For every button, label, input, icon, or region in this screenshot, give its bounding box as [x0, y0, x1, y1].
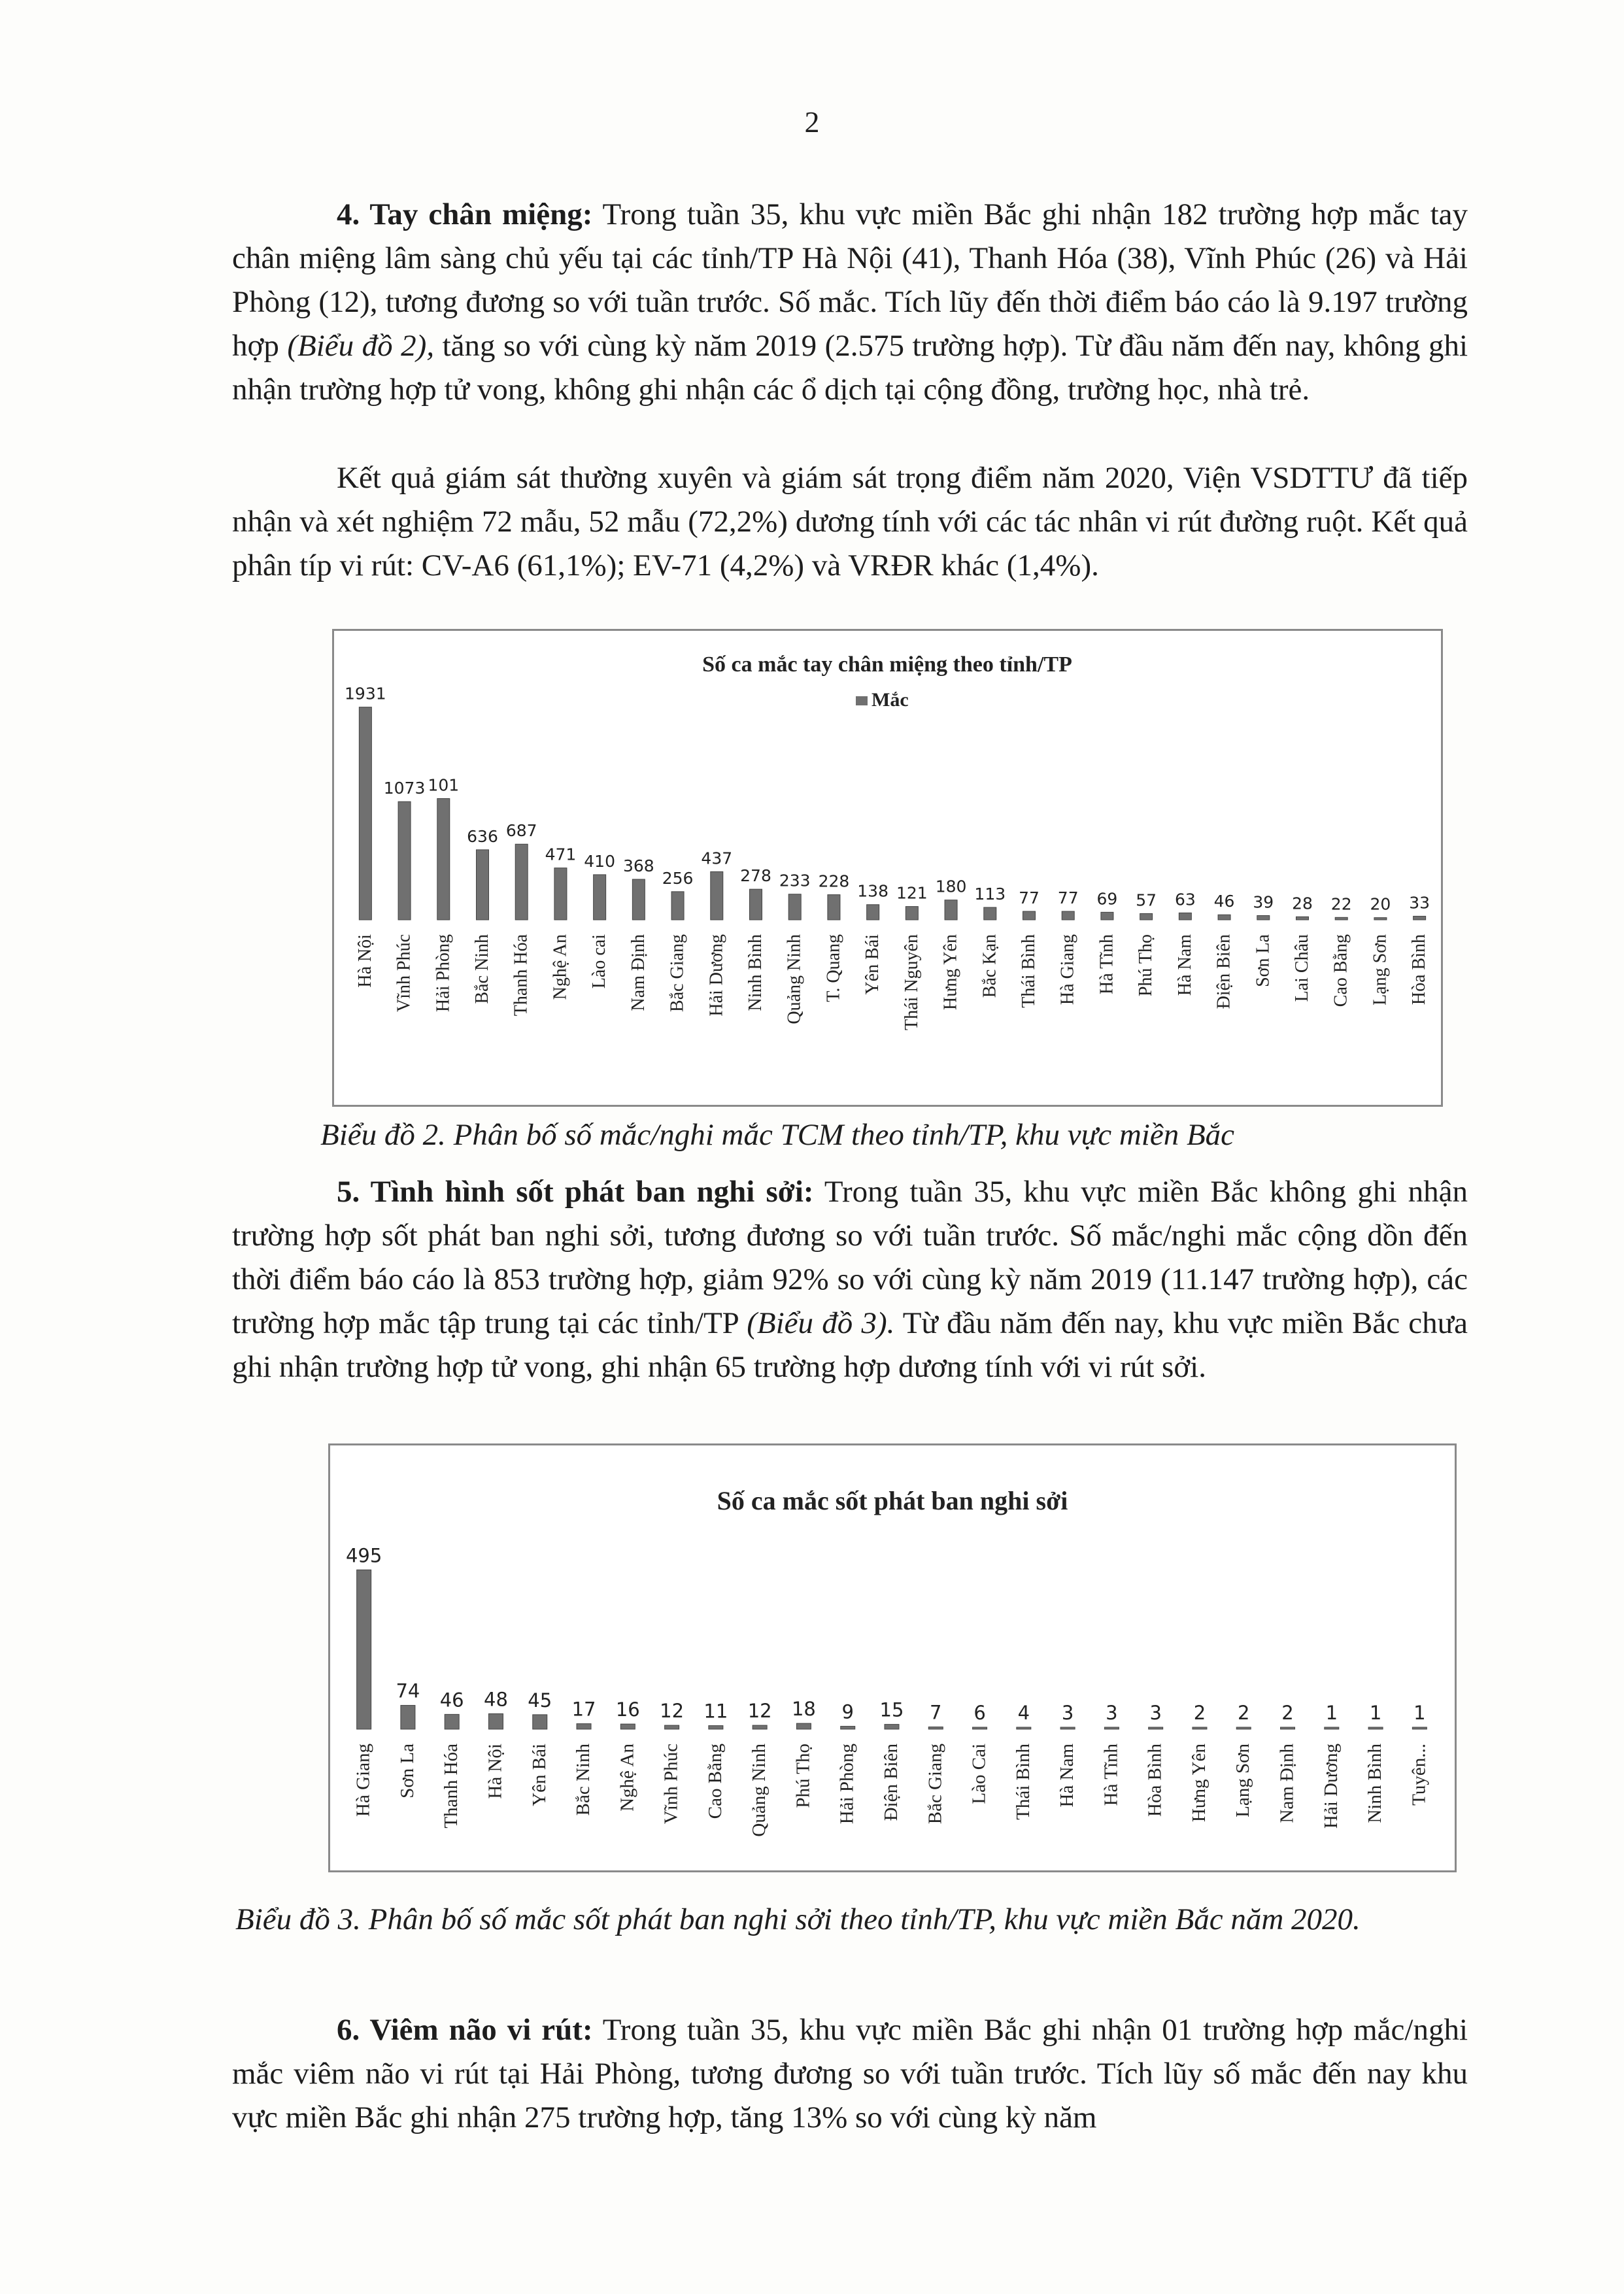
data-label-1: 1931 — [345, 684, 386, 703]
category-label-16: Thái Bình — [1012, 1744, 1034, 1820]
bar-14 — [867, 905, 879, 920]
category-label-14: Yên Bái — [862, 934, 883, 995]
category-label-3: Hải Phòng — [433, 934, 454, 1012]
bar-25 — [1296, 917, 1309, 920]
bar-11 — [796, 1723, 811, 1729]
category-label-20: Hưng Yên — [1188, 1744, 1210, 1823]
category-label-5: Thanh Hóa — [511, 934, 532, 1017]
category-label-2: Vĩnh Phúc — [394, 934, 414, 1012]
category-label-20: Hà Tĩnh — [1096, 934, 1117, 995]
category-label-4: Bắc Ninh — [472, 934, 492, 1004]
data-label-17: 3 — [1061, 1702, 1074, 1724]
data-label-14: 7 — [930, 1701, 942, 1724]
category-label-25: Tuyên... — [1408, 1744, 1430, 1806]
category-label-19: Hòa Bình — [1144, 1744, 1166, 1817]
bar-15 — [973, 1727, 987, 1729]
data-label-10: 437 — [701, 849, 733, 868]
category-label-1: Hà Nội — [354, 934, 375, 988]
data-label-23: 1 — [1325, 1702, 1338, 1724]
bar-25 — [1412, 1727, 1427, 1729]
legend-label: Mắc — [871, 689, 909, 711]
category-label-27: Lạng Sơn — [1370, 934, 1391, 1005]
data-label-6: 471 — [545, 845, 577, 864]
data-label-2: 74 — [396, 1679, 420, 1702]
section-4-paragraph — [232, 193, 1468, 412]
data-label-7: 410 — [584, 851, 616, 871]
data-label-18: 3 — [1106, 1702, 1118, 1724]
bar-6 — [554, 868, 567, 920]
bar-2 — [401, 1706, 415, 1729]
data-label-24: 1 — [1369, 1702, 1382, 1724]
bar-10 — [711, 871, 723, 920]
data-label-16: 180 — [935, 877, 967, 896]
bar-22 — [1281, 1727, 1295, 1729]
bar-7 — [620, 1724, 635, 1729]
bar-13 — [828, 895, 840, 920]
data-label-11: 278 — [740, 866, 771, 886]
data-label-22: 63 — [1174, 890, 1196, 909]
category-label-8: Nam Định — [628, 934, 649, 1011]
data-label-2: 1073 — [383, 779, 426, 798]
category-label-25: Lai Châu — [1292, 934, 1312, 1002]
category-label-28: Hòa Bình — [1409, 934, 1430, 1005]
section-6-paragraph — [232, 2008, 1468, 2140]
bar-19 — [1062, 911, 1074, 920]
bar-7 — [594, 875, 606, 920]
category-label-12: Hải Phòng — [836, 1744, 858, 1825]
data-label-14: 138 — [857, 881, 889, 901]
category-label-10: Hải Dương — [706, 934, 727, 1017]
section-4-chart-ref: (Biểu đồ 2), — [287, 329, 435, 363]
category-label-26: Cao Bằng — [1330, 934, 1351, 1007]
chart-hand-foot-mouth-svg — [334, 631, 1441, 1105]
bar-20 — [1193, 1727, 1207, 1729]
bar-11 — [750, 889, 762, 920]
data-label-12: 233 — [779, 871, 811, 890]
bar-1 — [359, 707, 371, 920]
data-label-13: 228 — [818, 871, 850, 891]
chart-2-caption: Biểu đồ 2. Phân bố số mắc/nghi mắc TCM theo tỉnh/TP, khu vực miền Bắc — [320, 1118, 1235, 1152]
data-label-26: 22 — [1330, 894, 1352, 914]
category-label-21: Lạng Sơn — [1232, 1744, 1254, 1817]
data-label-18: 77 — [1019, 888, 1040, 908]
bar-9 — [671, 892, 684, 920]
data-label-10: 12 — [747, 1700, 772, 1723]
bar-15 — [905, 907, 918, 920]
bar-2 — [398, 801, 411, 920]
data-label-9: 256 — [662, 868, 694, 888]
section-4-text: Trong tuần 35, khu vực miền Bắc ghi nhận 182 trường hợp mắc tay chân miệng lâm sàng chủ yếu tại các tỉnh/TP Hà Nội (41), Thanh Hóa (38), Vĩnh Phúc (26) và Hải Phòng (12), tương đương so với tuần trước. Số mắc. Tích lũy đến thời điểm báo cáo là 9.197 trường hợp — [232, 197, 1468, 363]
bar-18 — [1023, 911, 1036, 920]
data-label-19: 3 — [1149, 1702, 1162, 1724]
category-label-13: T. Quang — [823, 934, 844, 1002]
data-label-1: 495 — [345, 1544, 382, 1567]
category-label-11: Phú Thọ — [792, 1744, 814, 1808]
data-label-24: 39 — [1253, 892, 1274, 912]
category-label-9: Cao Bằng — [704, 1744, 726, 1819]
category-label-5: Yên Bái — [528, 1744, 550, 1806]
category-label-17: Hà Nam — [1057, 1744, 1078, 1808]
section-4-text-after: tăng so với cùng kỳ năm 2019 (2.575 trường hợp). Từ đầu năm đến nay, không ghi nhận trường hợp tử vong, không ghi nhận các ổ dịch tại cộng đồng, trường học, nhà trẻ. — [232, 329, 1468, 407]
bar-5 — [533, 1715, 547, 1729]
bar-1 — [357, 1570, 371, 1729]
bar-21 — [1140, 913, 1153, 920]
bar-23 — [1218, 915, 1230, 920]
category-label-8: Vĩnh Phúc — [660, 1744, 682, 1825]
data-label-6: 17 — [571, 1698, 596, 1721]
category-label-23: Hải Dương — [1320, 1744, 1342, 1829]
category-label-17: Bắc Kạn — [979, 934, 1000, 998]
category-label-21: Phú Thọ — [1136, 934, 1157, 997]
section-6-heading: 6. Viêm não vi rút: — [337, 2013, 593, 2047]
section-5-chart-ref: (Biểu đồ 3). — [747, 1306, 895, 1340]
section-4-heading: 4. Tay chân miệng: — [337, 197, 593, 231]
bar-5 — [515, 844, 528, 920]
data-label-16: 4 — [1017, 1702, 1030, 1724]
category-label-10: Quảng Ninh — [749, 1744, 770, 1837]
data-label-25: 28 — [1292, 894, 1313, 913]
section-5-text: Trong tuần 35, khu vực miền Bắc không ghi nhận trường hợp sốt phát ban nghi sởi, tương đương so với tuần trước. Số mắc/nghi mắc cộng dồn đến thời điểm báo cáo là 853 trường hợp, giảm 92% so với cùng kỳ năm 2019 (11.147 trường hợp), các trường hợp mắc tập trung tại các tỉnh/TP — [232, 1175, 1468, 1340]
bar-18 — [1104, 1727, 1119, 1729]
legend-swatch — [856, 696, 868, 705]
data-label-17: 113 — [974, 884, 1006, 903]
chart-measles-svg — [330, 1445, 1455, 1870]
category-label-24: Sơn La — [1253, 934, 1274, 987]
chart-title: Số ca mắc sốt phát ban nghi sởi — [717, 1486, 1068, 1515]
bar-8 — [632, 879, 645, 920]
bar-12 — [841, 1727, 855, 1729]
data-label-4: 636 — [467, 826, 498, 846]
bar-3 — [437, 798, 450, 920]
category-label-22: Hà Nam — [1174, 934, 1195, 996]
chart-measles — [328, 1443, 1457, 1872]
data-label-20: 2 — [1193, 1702, 1206, 1724]
bar-20 — [1101, 912, 1113, 920]
category-label-16: Hưng Yên — [940, 934, 961, 1011]
bar-4 — [477, 850, 489, 920]
chart-title: Số ca mắc tay chân miệng theo tỉnh/TP — [702, 652, 1072, 677]
data-label-28: 33 — [1409, 893, 1430, 913]
bar-12 — [788, 894, 801, 920]
category-label-19: Hà Giang — [1057, 934, 1078, 1005]
data-label-5: 687 — [505, 821, 537, 841]
category-label-9: Bắc Giang — [667, 934, 688, 1012]
bar-8 — [665, 1725, 679, 1729]
bar-17 — [984, 907, 996, 920]
category-label-18: Hà Tĩnh — [1100, 1744, 1122, 1806]
category-label-15: Lào Cai — [968, 1744, 990, 1804]
data-label-23: 46 — [1213, 892, 1235, 911]
category-label-14: Bắc Giang — [924, 1744, 946, 1825]
bar-23 — [1325, 1727, 1339, 1729]
data-label-9: 11 — [703, 1700, 728, 1723]
bar-19 — [1149, 1727, 1163, 1729]
bar-10 — [753, 1725, 767, 1729]
category-label-24: Ninh Bình — [1364, 1744, 1386, 1823]
category-label-22: Nam Định — [1276, 1744, 1298, 1823]
bar-27 — [1374, 918, 1387, 920]
category-label-11: Ninh Bình — [745, 934, 766, 1011]
data-label-4: 48 — [484, 1688, 508, 1711]
data-label-15: 6 — [973, 1702, 986, 1724]
data-label-27: 20 — [1370, 894, 1391, 914]
category-label-23: Điện Biên — [1213, 934, 1234, 1009]
bar-24 — [1257, 915, 1270, 920]
data-label-3: 46 — [439, 1689, 464, 1712]
data-label-12: 9 — [841, 1700, 854, 1723]
bar-16 — [945, 900, 957, 920]
data-label-25: 1 — [1413, 1702, 1426, 1724]
data-label-3: 101 — [428, 775, 460, 795]
data-label-20: 69 — [1096, 889, 1118, 909]
data-label-22: 2 — [1281, 1702, 1294, 1724]
data-label-8: 12 — [660, 1700, 685, 1723]
bar-24 — [1368, 1727, 1383, 1729]
data-label-5: 45 — [528, 1689, 552, 1712]
category-label-1: Hà Giang — [352, 1744, 374, 1817]
category-label-6: Bắc Ninh — [573, 1744, 594, 1816]
section-5-heading: 5. Tình hình sốt phát ban nghi sởi: — [337, 1175, 814, 1209]
bar-4 — [488, 1713, 503, 1729]
section-6-text: Trong tuần 35, khu vực miền Bắc ghi nhận 01 trường hợp mắc/nghi mắc viêm não vi rút tại Hải Phòng, tương đương so với tuần trước. Tích lũy số mắc đến nay khu vực miền Bắc ghi nhận 275 trường hợp, tăng 13% so với cùng kỳ năm — [232, 2013, 1468, 2134]
category-label-4: Hà Nội — [484, 1744, 506, 1799]
category-label-2: Sơn La — [396, 1744, 418, 1798]
data-label-13: 15 — [879, 1698, 904, 1721]
data-label-7: 16 — [615, 1698, 640, 1721]
category-label-18: Thái Bình — [1019, 934, 1039, 1008]
chart-3-caption: Biểu đồ 3. Phân bố số mắc sốt phát ban nghi sởi theo tỉnh/TP, khu vực miền Bắc năm 2020. — [235, 1902, 1361, 1936]
bar-3 — [445, 1714, 459, 1729]
bar-16 — [1017, 1727, 1031, 1729]
bar-28 — [1413, 916, 1426, 920]
category-label-12: Quảng Ninh — [784, 934, 805, 1024]
bar-6 — [577, 1724, 591, 1729]
bar-22 — [1179, 913, 1191, 920]
section-4-paragraph-2: Kết quả giám sát thường xuyên và giám sát trọng điểm năm 2020, Viện VSDTTƯ đã tiếp nhận và xét nghiệm 72 mẫu, 52 mẫu (72,2%) dương tính với các tác nhân vi rút đường ruột. Kết quả phân típ vi rút: CV-A6 (61,1%); EV-71 (4,2%) và VRĐR khác (1,4%). — [232, 461, 1468, 582]
data-label-21: 2 — [1238, 1702, 1250, 1724]
data-label-21: 57 — [1136, 890, 1157, 910]
bar-13 — [885, 1725, 899, 1729]
bar-21 — [1236, 1727, 1251, 1729]
bar-14 — [928, 1727, 943, 1729]
bar-17 — [1060, 1727, 1075, 1729]
category-label-7: Lào cai — [589, 934, 610, 989]
section-5-text-after: Từ đầu năm đến nay, khu vực miền Bắc chưa ghi nhận trường hợp tử vong, ghi nhận 65 trường hợp dương tính với vi rút sởi. — [232, 1306, 1468, 1384]
category-label-7: Nghệ An — [617, 1744, 638, 1812]
data-label-15: 121 — [896, 883, 928, 903]
bar-9 — [709, 1726, 723, 1729]
chart-hand-foot-mouth — [332, 629, 1443, 1107]
category-label-15: Thái Nguyên — [901, 934, 922, 1030]
section-5-paragraph — [232, 1170, 1468, 1389]
bar-26 — [1335, 917, 1347, 920]
data-label-19: 77 — [1057, 888, 1079, 908]
page-number: 2 — [804, 105, 820, 139]
data-label-11: 18 — [791, 1698, 816, 1721]
data-label-8: 368 — [622, 856, 654, 875]
category-label-3: Thanh Hóa — [441, 1744, 462, 1829]
category-label-13: Điện Biên — [881, 1744, 902, 1821]
category-label-6: Nghệ An — [550, 934, 571, 1000]
